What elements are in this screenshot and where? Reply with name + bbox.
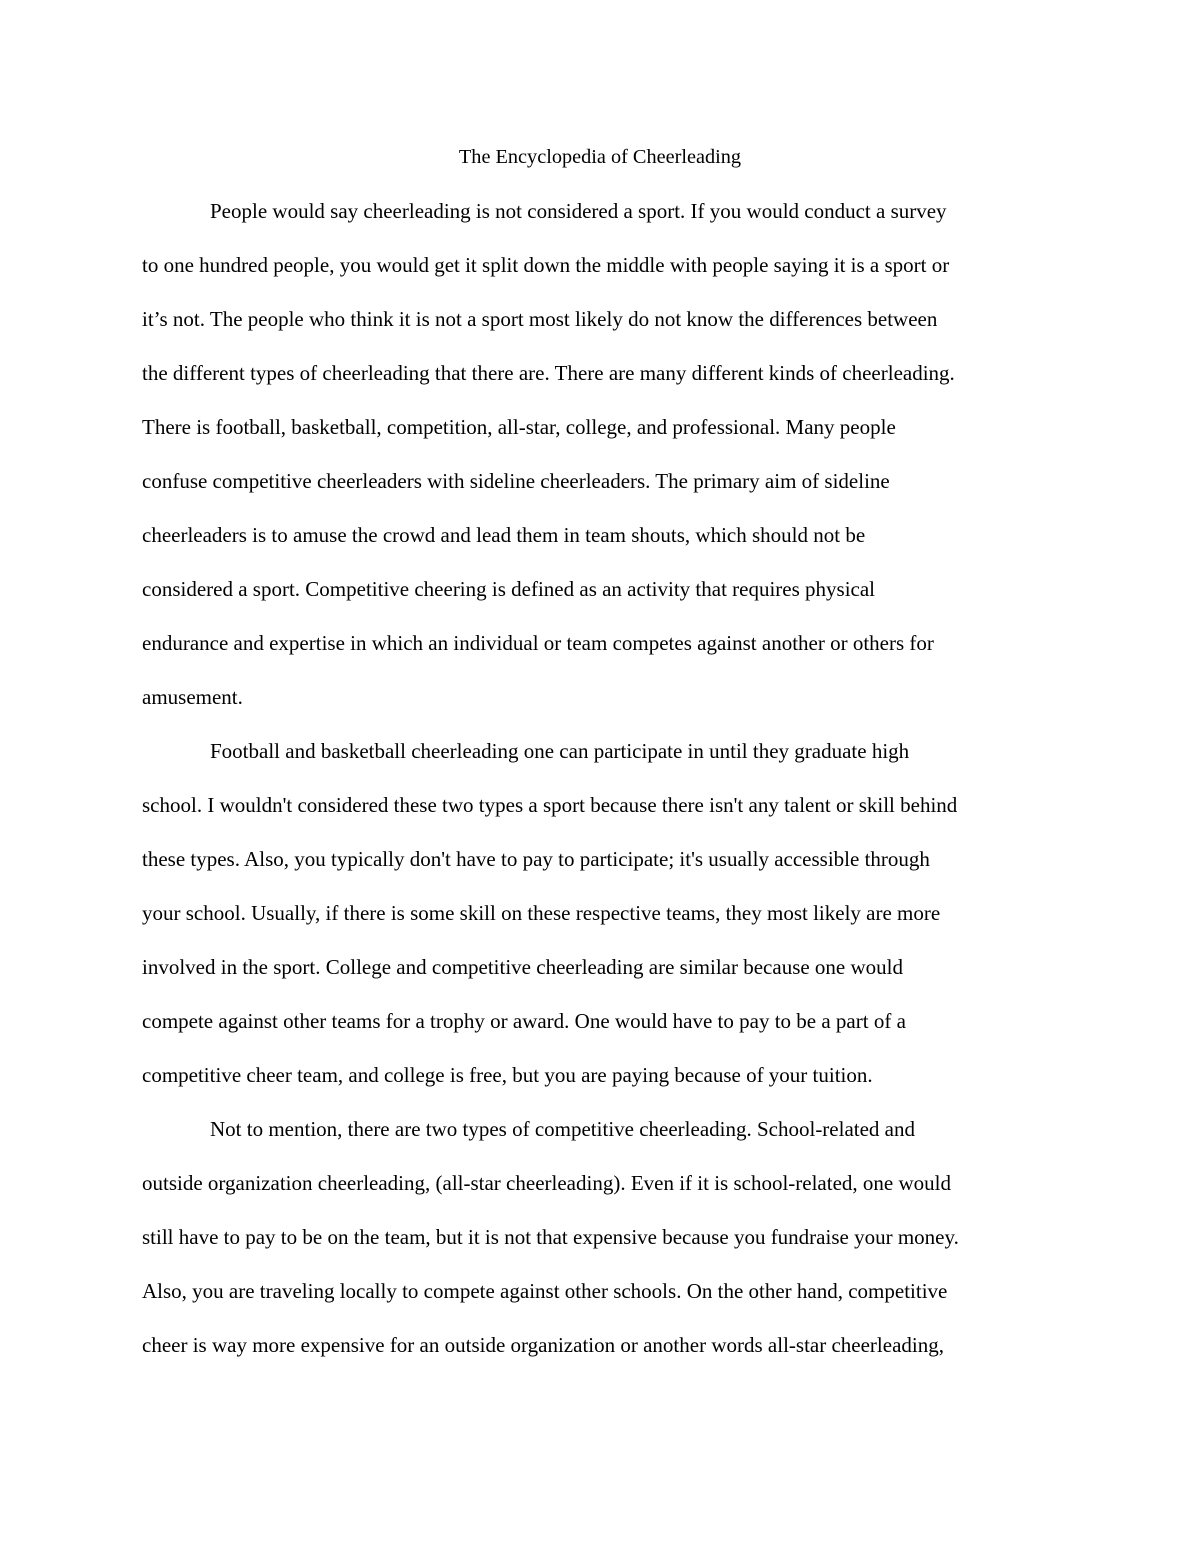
text-line: it’s not. The people who think it is not a sport most likely do not know the differences between	[142, 307, 938, 331]
text-line: compete against other teams for a trophy or award. One would have to pay to be a part of a	[142, 1009, 906, 1033]
document-title: The Encyclopedia of Cheerleading	[458, 146, 742, 168]
text-line: competitive cheer team, and college is free, but you are paying because of your tuition.	[142, 1063, 873, 1087]
text-line: outside organization cheerleading, (all-star cheerleading). Even if it is school-related, one would	[142, 1171, 951, 1195]
text-line: endurance and expertise in which an individual or team competes against another or others for	[142, 631, 934, 655]
text-line: to one hundred people, you would get it split down the middle with people saying it is a sport or	[142, 253, 950, 277]
text-line: There is football, basketball, competition, all-star, college, and professional. Many people	[142, 415, 896, 439]
text-line: the different types of cheerleading that there are. There are many different kinds of cheerleading.	[142, 361, 955, 385]
text-line: considered a sport. Competitive cheering is defined as an activity that requires physical	[142, 577, 876, 601]
text-line: school. I wouldn't considered these two types a sport because there isn't any talent or skill behind	[142, 793, 958, 817]
text-line: confuse competitive cheerleaders with sideline cheerleaders. The primary aim of sideline	[142, 469, 890, 493]
text-line: Football and basketball cheerleading one can participate in until they graduate high	[210, 739, 910, 763]
text-line: Also, you are traveling locally to compete against other schools. On the other hand, competitive	[142, 1279, 948, 1303]
text-line: amusement.	[142, 685, 243, 709]
text-line: People would say cheerleading is not considered a sport. If you would conduct a survey	[210, 199, 947, 223]
text-line: Not to mention, there are two types of competitive cheerleading. School-related and	[210, 1117, 916, 1141]
text-line: these types. Also, you typically don't have to pay to participate; it's usually accessible through	[142, 847, 930, 871]
text-line: cheerleaders is to amuse the crowd and lead them in team shouts, which should not be	[142, 523, 866, 547]
text-line: cheer is way more expensive for an outside organization or another words all-star cheerleading,	[142, 1333, 944, 1357]
text-line: your school. Usually, if there is some skill on these respective teams, they most likely are more	[142, 901, 941, 925]
text-line: still have to pay to be on the team, but it is not that expensive because you fundraise your money.	[142, 1225, 959, 1249]
text-line: involved in the sport. College and competitive cheerleading are similar because one would	[142, 955, 904, 979]
